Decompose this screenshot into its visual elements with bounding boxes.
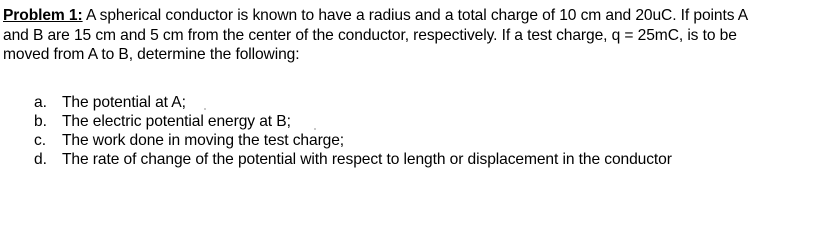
scan-speck [314,128,316,130]
problem-statement [3,6,803,65]
sub-question-text: The potential at A; [62,94,186,111]
statement-line-2: and B are 15 cm and 5 cm from the center of the conductor, respectively. If a test charge, q = 25mC, is to be [3,26,737,44]
sub-question-marker: a. [34,94,47,111]
sub-question-c [34,131,672,150]
sub-question-marker: c. [34,132,46,149]
scan-speck [204,108,206,110]
statement-text-1: A spherical conductor is known to have a radius and a total charge of 10 cm and 20uC. If points A [82,7,749,24]
sub-question-text: The rate of change of the potential with respect to length or displacement in the conductor [62,151,672,168]
statement-line-1 [3,6,803,26]
statement-line-3: moved from A to B, determine the following: [3,46,300,63]
sub-question-marker: d. [34,151,47,168]
sub-question-b [34,112,672,131]
sub-question-text: The electric potential energy at B; [62,113,291,130]
sub-question-list [34,93,672,169]
sub-question-marker: b. [34,113,47,130]
sub-question-d [34,150,672,169]
sub-question-a [34,93,672,112]
problem-label: Problem 1: [3,7,83,24]
sub-question-text: The work done in moving the test charge; [62,132,345,149]
